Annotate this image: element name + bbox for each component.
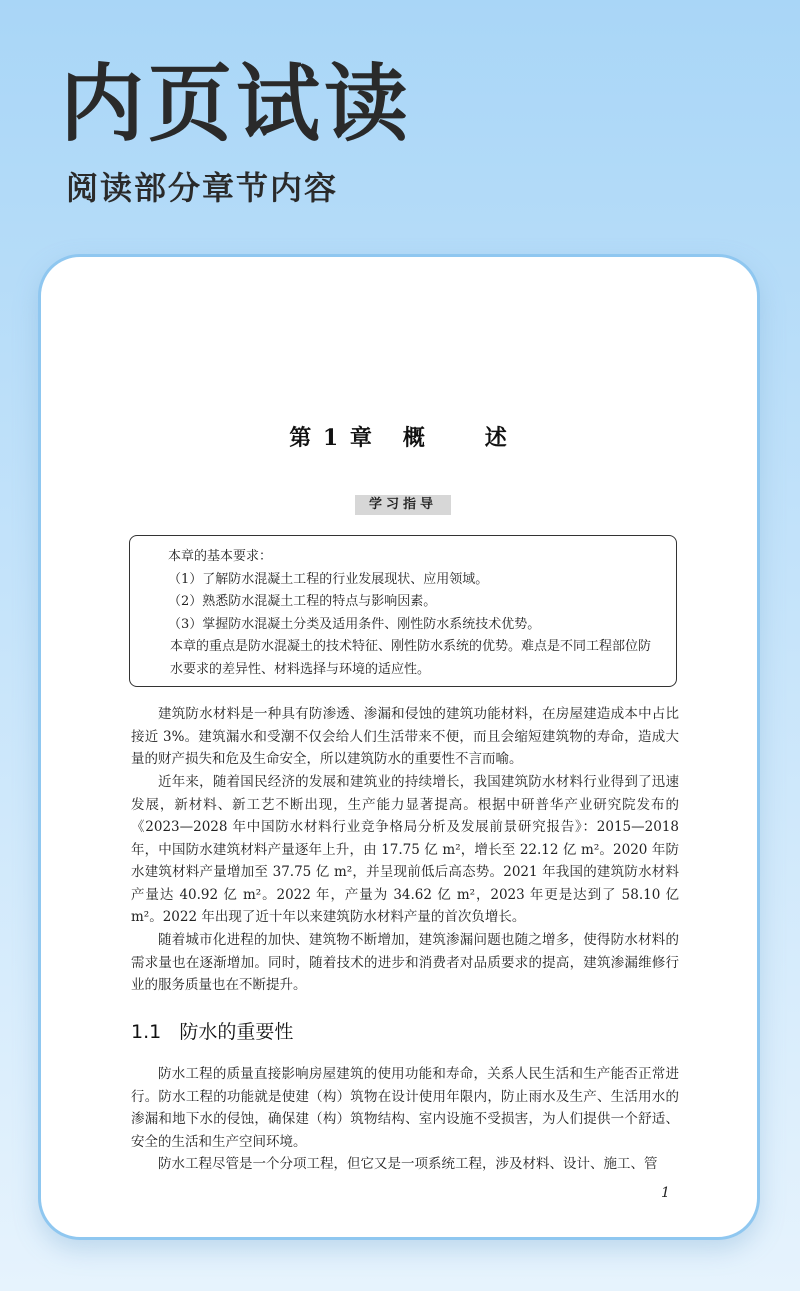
requirements-intro: 本章的基本要求： xyxy=(168,549,273,564)
requirements-focus: 本章的重点是防水混凝土的技术特征、刚性防水系统的优势。难点是不同工程部位防水要求的差异性、材料选择与环境的适应性。 xyxy=(170,639,652,677)
section-title: 1.1 防水的重要性 xyxy=(131,1021,294,1043)
requirement-item: （2）熟悉防水混凝土工程的特点与影响因素。 xyxy=(168,594,437,609)
requirement-item: （1）了解防水混凝土工程的行业发展现状、应用领域。 xyxy=(168,571,489,587)
chapter-title: 第 1 章 概 述 xyxy=(289,425,509,451)
hero-subtitle: 阅读部分章节内容 xyxy=(66,169,339,207)
page-preview-card xyxy=(38,254,760,1240)
study-guide-label: 学习指导 xyxy=(355,495,451,515)
section-paragraph: 防水工程的质量直接影响房屋建筑的使用功能和寿命，关系人民生活和生产能否正常进行。防水工程的功能就是使建（构）筑物在设计使用年限内，防止雨水及生产、生活用水的渗漏和地下水的侵蚀，确保建（构）筑物结构、室内设施不受损害，为人们提供一个舒适、安全的生活和生产空间环境。 xyxy=(131,1066,679,1150)
page-number: 1 xyxy=(661,1185,670,1201)
body-paragraph: 近年来，随着国民经济的发展和建筑业的持续增长，我国建筑防水材料行业得到了迅速发展，新材料、新工艺不断出现，生产能力显著提高。根据中研普华产业研究院发布的《2023—2028 年中国防水材料行业竞争格局分析及发展前景研究报告》：2015—2018 年，中国防水建筑材料产量逐年上升，由 17.75 亿 m²，增长至 22.12 亿 m²。2020 年防水建筑材料产量增加至 37.75 亿 m²，并呈现前低后高态势。2021 年我国的建筑防水材料产量达 40.92 亿 m²。2022 年，产量为 34.62 亿 m²，2023 年更是达到了 58.10 亿 m²。2022 年出现了近十年以来建筑防水材料产量的首次负增长。 xyxy=(131,774,679,925)
requirements-box xyxy=(129,535,677,687)
requirement-item: （3）掌握防水混凝土分类及适用条件、刚性防水系统技术优势。 xyxy=(168,616,541,632)
body-paragraph: 随着城市化进程的加快、建筑物不断增加，建筑渗漏问题也随之增多，使得防水材料的需求量也在逐渐增加。同时，随着技术的进步和消费者对品质要求的提高，建筑渗漏维修行业的服务质量也在不断提升。 xyxy=(131,932,679,993)
hero-title: 内页试读 xyxy=(60,55,413,153)
section-paragraph: 防水工程尽管是一个分项工程，但它又是一项系统工程，涉及材料、设计、施工、管 xyxy=(158,1156,658,1172)
body-paragraph: 建筑防水材料是一种具有防渗透、渗漏和侵蚀的建筑功能材料，在房屋建造成本中占比接近 3%。建筑漏水和受潮不仅会给人们生活带来不便，而且会缩短建筑物的寿命，造成大量的财产损失和危及生命安全，所以建筑防水的重要性不言而喻。 xyxy=(131,706,679,767)
